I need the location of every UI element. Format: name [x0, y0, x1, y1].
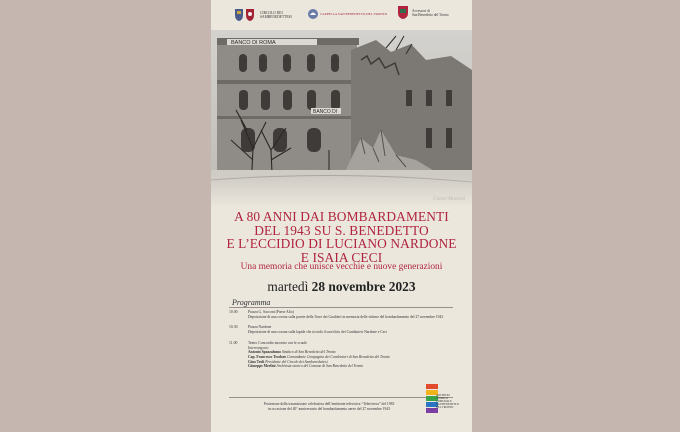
event-subtitle: Una memoria che unisce vecchie e nuove generazioni: [240, 262, 443, 272]
event-date-day: martedì: [267, 279, 309, 294]
bombed-building-photo: [211, 30, 472, 208]
cappella-logo-icon: [307, 8, 319, 20]
speaker-line: Giuseppe Merlini Archivista storico del Comune di San Benedetto del Tronto: [248, 364, 364, 369]
program-divider-bottom: [229, 397, 453, 398]
program-location: Piazza Nardone: [248, 325, 272, 330]
comune-crest-icon: [397, 5, 409, 20]
archivio-storico-logo: [426, 382, 462, 416]
program-location-name: Teatro Concordia: [248, 340, 274, 345]
program-item: [229, 325, 451, 334]
circolo-name: CIRCOLO DEI SAMBENEDETTESI: [260, 11, 292, 20]
program-heading: Programma: [232, 298, 271, 307]
program-time: 10.30: [229, 325, 238, 330]
footer-note: Proiezione della trasmissione celebrativa dell’emittente televisiva “Teleriviera” del 1983 in occasione del 40° anniversario del bombardamento aereo del 27 novembre 1943: [263, 402, 395, 411]
title-line-4: E ISAIA CECI: [300, 249, 383, 265]
event-date: [211, 279, 472, 295]
header-logos: [211, 2, 472, 30]
program-location: Piazza G. Sacconi (Paese Alto): [248, 310, 294, 314]
event-date-rest: 28 novembre 2023: [311, 279, 416, 294]
archive-label: ARCHIVIO STORICO COMUNALE SAN BENEDETTO DEL TRONTO: [436, 394, 459, 410]
speaker-line: Gino Troli Presidente del Circolo dei Sambenedettesi: [248, 359, 328, 364]
circolo-crest-icon: [233, 6, 257, 22]
speakers-heading: Intervengono:: [248, 345, 269, 350]
program-item: [229, 310, 451, 319]
program-list: [229, 310, 451, 375]
speaker-line: Antonio Spazzafumo Sindaco di San Benedetto del Tronto: [248, 350, 336, 355]
speaker-line: Cap. Francesco Teodoro Comandante Compagnia dei Carabinieri di San Benedetto del Tronto: [248, 354, 390, 359]
program-divider-top: [229, 307, 453, 308]
program-description: Deposizione di una corona sulla parete della Torre dei Gualtieri in memoria delle vittime del bombardamento del 27 novembre 1943: [248, 314, 444, 319]
title-line-2: DEL 1943 SU S. BENEDETTO: [254, 222, 429, 238]
title-line-1: A 80 ANNI DAI BOMBARDAMENTI: [234, 209, 449, 224]
program-location-extra: incontro con le scuole: [274, 340, 308, 345]
event-title: [211, 210, 472, 264]
program-time: 11.00: [229, 340, 238, 345]
title-line-3: E L’ECCIDIO DI LUCIANO NARDONE: [226, 236, 457, 252]
cappella-name: CAPPELLA SAN BENEDETTO DEL TRONTO: [320, 12, 388, 16]
program-item: [229, 341, 451, 369]
comune-name: Accessori di San Benedetto del Tronto: [412, 9, 449, 18]
event-poster: [211, 0, 472, 432]
program-time: 10.00: [229, 310, 238, 314]
program-description: Deposizione di una corona sulla lapide che ricorda il sacrificio dei Carabinieri Nardone e Ceci: [248, 330, 388, 335]
